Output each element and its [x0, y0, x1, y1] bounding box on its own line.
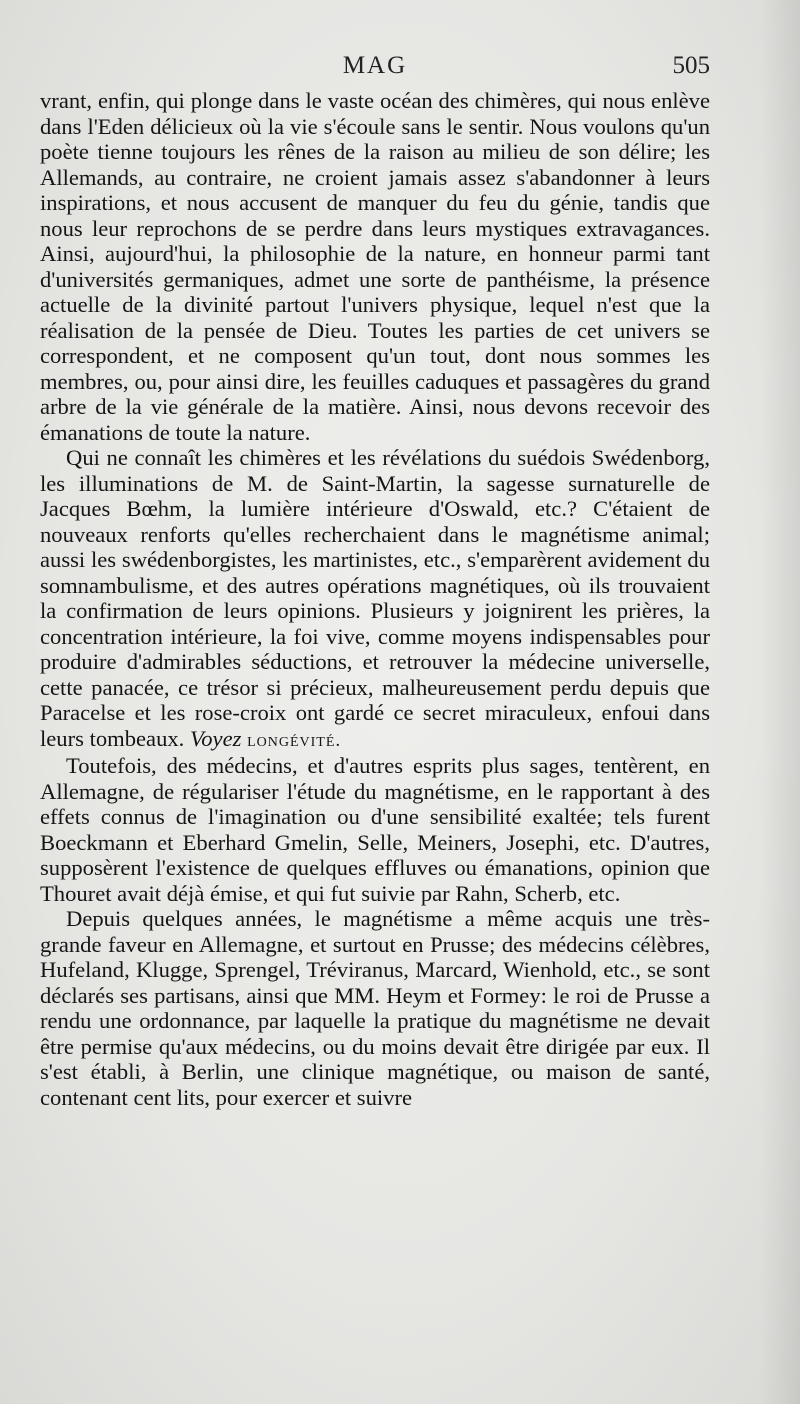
- paragraph-3-text: Toutefois, des médecins, et d'autres esprits plus sages, tentèrent, en Allemagne, de régulariser l'étude du magnétisme, en le rapportant à des effets connus de l'imagination ou d'une sensibilité exaltée; tels furent Boeckmann et Eberhard Gmelin, Selle, Meiners, Josephi, etc. D'autres, supposèrent l'existence de quelques effluves ou émanations, opinion que Thouret avait déjà émise, et qui fut suivie par Rahn, Scherb, etc.: [40, 753, 710, 906]
- paragraph-1: [40, 88, 710, 445]
- see-label: Voyez: [189, 725, 242, 751]
- page-header: [40, 52, 710, 88]
- running-head: MAG: [342, 52, 408, 79]
- page-edge-shadow: [760, 0, 800, 1404]
- paragraph-3: [40, 753, 710, 906]
- paragraph-2-text: Qui ne connaît les chimères et les révélations du suédois Swédenborg, les illuminations de M. de Saint-Martin, la sagesse surnaturelle de Jacques Bœhm, la lumière intérieure d'Oswald, etc.? C'étaient de nouveaux renforts qu'elles recherchaient dans le magnétisme animal; aussi les swédenborgistes, les martinistes, etc., s'emparèrent avidement du somnambulisme, et des autres opérations magnétiques, où ils trouvaient la confirmation de leurs opinions. Plusieurs y joignirent les prières, la concentration intérieure, la foi vive, comme moyens indispensables pour produire d'admirables séductions, et retrouver la médecine universelle, cette panacée, ce trésor si précieux, malheureusement perdu depuis que Paracelse et les rose-croix ont gardé ce secret miraculeux, enfoui dans leurs tombeaux.: [40, 445, 710, 751]
- page-number: 505: [672, 52, 710, 79]
- body-text: [40, 88, 710, 1110]
- paragraph-4: [40, 906, 710, 1110]
- see-reference: longévité.: [247, 729, 342, 751]
- paragraph-1-text: vrant, enfin, qui plonge dans le vaste océan des chimères, qui nous enlève dans l'Eden délicieux où la vie s'écoule sans le sentir. Nous voulons qu'un poète tienne toujours les rênes de la raison au milieu de son délire; les Allemands, au contraire, ne croient jamais assez s'abandonner à leurs inspirations, et nous accusent de manquer du feu du génie, tandis que nous leur reprochons de se perdre dans leurs mystiques extravagances. Ainsi, aujourd'hui, la philosophie de la nature, en honneur parmi tant d'universités germaniques, admet une sorte de panthéisme, la présence actuelle de la divinité partout l'univers physique, lequel n'est que la réalisation de la pensée de Dieu. Toutes les parties de cet univers se correspondent, et ne composent qu'un tout, dont nous sommes les membres, ou, pour ainsi dire, les feuilles caduques et passagères du grand arbre de la vie générale de la matière. Ainsi, nous devons recevoir des émanations de toute la nature.: [40, 88, 710, 445]
- paragraph-4-text: Depuis quelques années, le magnétisme a même acquis une très-grande faveur en Allemagne, et surtout en Prusse; des médecins célèbres, Hufeland, Klugge, Sprengel, Tréviranus, Marcard, Wienhold, etc., se sont déclarés ses partisans, ainsi que MM. Heym et Formey: le roi de Prusse a rendu une ordonnance, par laquelle la pratique du magnétisme ne devait être permise qu'aux médecins, ou du moins devait être dirigée par eux. Il s'est établi, à Berlin, une clinique magnétique, ou maison de santé, contenant cent lits, pour exercer et suivre: [40, 906, 710, 1110]
- paragraph-2: [40, 445, 710, 753]
